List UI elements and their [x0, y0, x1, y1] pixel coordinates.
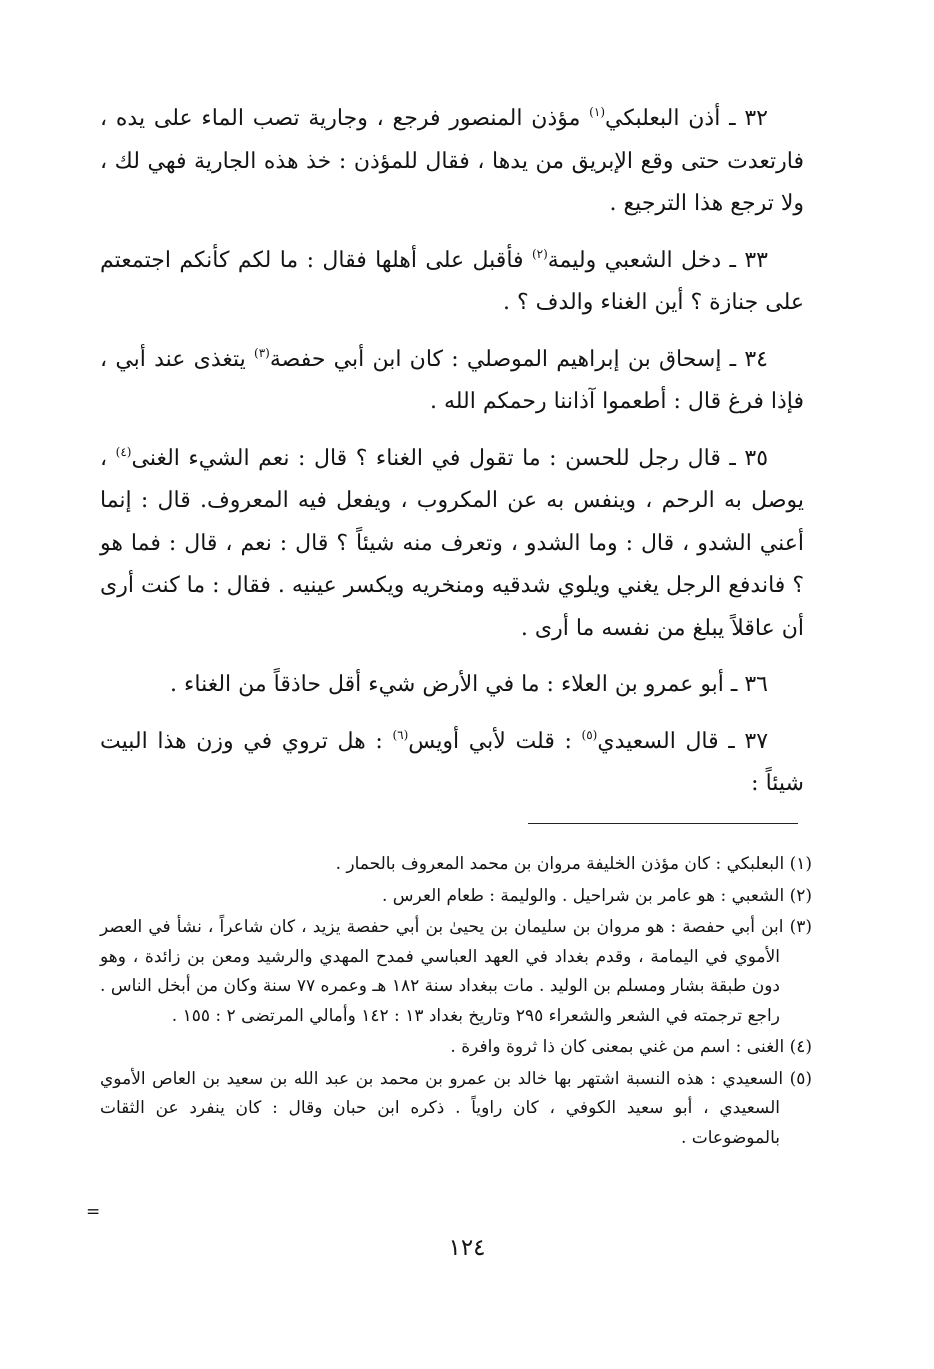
footnote-ref: (٦): [392, 727, 409, 742]
main-text: [100, 98, 804, 806]
paragraph-text: : هل تروي في وزن هذا البيت شيئاً :: [100, 728, 804, 796]
footnote-ref: (٢): [531, 246, 548, 261]
paragraph-text: : قلت لأبي أويس: [408, 728, 582, 754]
page-number: ١٢٤: [448, 1235, 486, 1261]
paragraph-36: [100, 664, 804, 707]
paragraph-35: [100, 438, 804, 651]
footnotes: [100, 850, 812, 1155]
continuation-marker: =: [86, 1202, 101, 1222]
footnote-ref: (٤): [115, 444, 132, 459]
footnote-2: (٢) الشعبي : هو عامر بن شراحيل . والوليمة : طعام العرس .: [382, 885, 812, 906]
paragraph-text: ٣٥ ـ قال رجل للحسن : ما تقول في الغناء ؟ قال : نعم الشيء الغنى: [131, 445, 769, 471]
paragraph-text: ، يوصل به الرحم ، وينفس به عن المكروب ، ويفعل فيه المعروف. قال : إنما أعني الشدو ، قال : وما الشدو ، وتعرف منه شيئاً ؟ قال : نعم ، قال : فما هو ؟ فاندفع الرجل يغني ويلوي شدقيه ومنخريه ويكسر عينيه . فقال : ما كنت أرى أن عاقلاً يبلغ من نفسه ما أرى .: [100, 445, 804, 641]
footnote-ref: (٣): [254, 345, 270, 360]
paragraph-text: فأقبل على أهلها فقال : ما لكم كأنكم اجتمعتم على جنازة ؟ أين الغناء والدف ؟ .: [100, 247, 804, 315]
paragraph-34: [100, 339, 804, 424]
paragraph-text: ٣٦ ـ أبو عمرو بن العلاء : ما في الأرض شيء أقل حاذقاً من الغناء .: [170, 672, 768, 697]
paragraph-text: ٣٧ ـ قال السعيدي: [597, 728, 769, 754]
footnote-5: (٥) السعيدي : هذه النسبة اشتهر بها خالد بن عمرو بن محمد بن عبد الله بن سعيد بن العاص الأموي السعيدي ، أبو سعيد الكوفي ، كان راوياً . ذكره ابن حبان وقال : كان ينفرد عن الثقات بالموضوعات .: [100, 1068, 812, 1148]
paragraph-32: [100, 98, 804, 226]
footnote-ref: (١): [589, 105, 605, 119]
paragraph-33: [100, 240, 804, 325]
paragraph-text: ٣٢ ـ أذن البعلبكي: [605, 106, 768, 131]
footnote-ref: (٥): [581, 727, 598, 742]
paragraph-text: مؤذن المنصور فرجع ، وجارية تصب الماء على يده ، فارتعدت حتى وقع الإبريق من يدها ، فقال للمؤذن : خذ هذه الجارية فهي لك ، ولا ترجع هذا الترجيع .: [100, 106, 804, 216]
paragraph-text: يتغذى عند أبي ، فإذا فرغ قال : أطعموا آذاننا رحمكم الله .: [100, 346, 804, 414]
paragraph-text: ٣٣ ـ دخل الشعبي وليمة: [547, 247, 768, 273]
footnote-4: (٤) الغنى : اسم من غني بمعنى كان ذا ثروة وافرة .: [450, 1037, 812, 1057]
paragraph-37: [100, 721, 804, 806]
footnote-3: (٣) ابن أبي حفصة : هو مروان بن سليمان بن يحيىٰ بن أبي حفصة يزيد ، كان شاعراً ، نشأ في العصر الأموي في اليمامة ، وقدم بغداد في العهد العباسي فمدح المهدي والرشيد ومعن بن زائدة ، وهو دون طبقة بشار ومسلم بن الوليد . مات ببغداد سنة ١٨٢ هـ وعمره ٧٧ سنة وكان من أبخل الناس . راجع ترجمته في الشعر والشعراء ٢٩٥ وتاريخ بغداد ١٣ : ١٤٢ وأمالي المرتضى ٢ : ١٥٥ .: [100, 917, 812, 1026]
paragraph-text: ٣٤ ـ إسحاق بن إبراهيم الموصلي : كان ابن أبي حفصة: [269, 346, 768, 372]
footnote-divider: [528, 823, 798, 824]
footnote-1: (١) البعلبكي : كان مؤذن الخليفة مروان بن محمد المعروف بالحمار .: [335, 854, 812, 874]
